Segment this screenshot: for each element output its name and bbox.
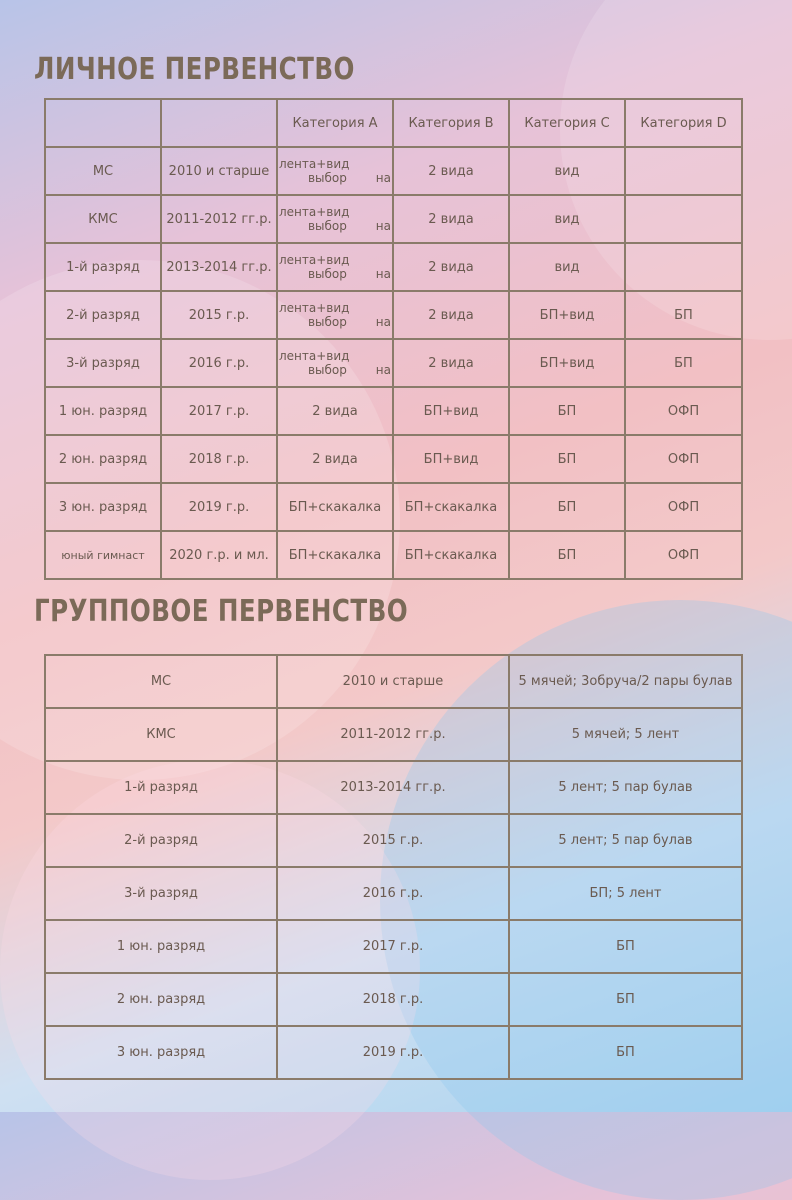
year-cell: 2011-2012 гг.р. — [277, 708, 509, 761]
category-d-cell: БП — [625, 339, 742, 387]
category-a-cell: 2 вида — [277, 435, 393, 483]
cat-a-line2: выбор — [307, 219, 347, 233]
cat-a-line1: лента+вид — [279, 349, 350, 363]
rank-cell: 1-й разряд — [45, 761, 277, 814]
table-row — [45, 243, 742, 291]
category-a-cell — [277, 195, 393, 243]
table-row — [45, 867, 742, 920]
category-b-cell: 2 вида — [393, 243, 509, 291]
rank-cell: КМС — [45, 708, 277, 761]
rank-cell: 1 юн. разряд — [45, 387, 161, 435]
category-d-cell: ОФП — [625, 387, 742, 435]
program-cell: БП — [509, 973, 742, 1026]
rank-cell: 3 юн. разряд — [45, 1026, 277, 1079]
table-header-row — [45, 99, 742, 147]
individual-table — [44, 98, 743, 580]
year-cell: 2010 и старше — [277, 655, 509, 708]
category-c-cell: БП — [509, 483, 625, 531]
cat-a-line1-right: на — [375, 363, 391, 377]
cat-a-line1: лента+вид — [279, 157, 350, 171]
category-a-cell — [277, 147, 393, 195]
category-a-cell: БП+скакалка — [277, 483, 393, 531]
year-cell: 2016 г.р. — [277, 867, 509, 920]
table-row — [45, 531, 742, 579]
cat-a-line1-right: на — [375, 315, 391, 329]
rank-cell: КМС — [45, 195, 161, 243]
rank-cell: 3-й разряд — [45, 867, 277, 920]
table-row — [45, 814, 742, 867]
program-cell: БП; 5 лент — [509, 867, 742, 920]
table-row — [45, 761, 742, 814]
year-cell: 2020 г.р. и мл. — [161, 531, 277, 579]
category-c-cell: БП — [509, 435, 625, 483]
category-b-cell: БП+вид — [393, 387, 509, 435]
year-cell: 2017 г.р. — [161, 387, 277, 435]
category-d-cell: ОФП — [625, 531, 742, 579]
category-d-cell — [625, 147, 742, 195]
category-b-cell: 2 вида — [393, 195, 509, 243]
category-a-cell: 2 вида — [277, 387, 393, 435]
category-d-cell — [625, 243, 742, 291]
cat-a-line1-right: на — [375, 267, 391, 281]
category-c-cell: вид — [509, 147, 625, 195]
table-row — [45, 920, 742, 973]
cat-a-line1: лента+вид — [279, 253, 350, 267]
table-row — [45, 655, 742, 708]
year-cell: 2015 г.р. — [161, 291, 277, 339]
program-cell: 5 мячей; 5 лент — [509, 708, 742, 761]
year-cell: 2019 г.р. — [277, 1026, 509, 1079]
year-cell: 2016 г.р. — [161, 339, 277, 387]
year-cell: 2017 г.р. — [277, 920, 509, 973]
table-row — [45, 973, 742, 1026]
program-cell: 5 мячей; 3обруча/2 пары булав — [509, 655, 742, 708]
table-row — [45, 708, 742, 761]
header-cell: Категория B — [393, 99, 509, 147]
cat-a-line1: лента+вид — [279, 205, 350, 219]
year-cell: 2011-2012 гг.р. — [161, 195, 277, 243]
category-b-cell: БП+скакалка — [393, 483, 509, 531]
rank-cell: 3 юн. разряд — [45, 483, 161, 531]
header-cell: Категория D — [625, 99, 742, 147]
category-b-cell: 2 вида — [393, 291, 509, 339]
rank-cell: 1-й разряд — [45, 243, 161, 291]
rank-cell: 1 юн. разряд — [45, 920, 277, 973]
table-row — [45, 147, 742, 195]
category-d-cell: ОФП — [625, 483, 742, 531]
rank-cell: 2-й разряд — [45, 814, 277, 867]
program-cell: 5 лент; 5 пар булав — [509, 761, 742, 814]
table-row — [45, 435, 742, 483]
cat-a-line1: лента+вид — [279, 301, 350, 315]
cat-a-line1-right: на — [375, 219, 391, 233]
rank-cell: 3-й разряд — [45, 339, 161, 387]
category-b-cell: 2 вида — [393, 339, 509, 387]
rank-cell: 2 юн. разряд — [45, 435, 161, 483]
table-row — [45, 483, 742, 531]
category-b-cell: 2 вида — [393, 147, 509, 195]
year-cell: 2010 и старше — [161, 147, 277, 195]
category-d-cell: БП — [625, 291, 742, 339]
rank-cell: 2 юн. разряд — [45, 973, 277, 1026]
cat-a-line2: выбор — [307, 363, 347, 377]
rank-cell: МС — [45, 147, 161, 195]
category-b-cell: БП+вид — [393, 435, 509, 483]
category-a-cell — [277, 291, 393, 339]
rank-cell: 2-й разряд — [45, 291, 161, 339]
cat-a-line2: выбор — [307, 171, 347, 185]
category-c-cell: БП — [509, 387, 625, 435]
header-cell — [45, 99, 161, 147]
category-a-cell — [277, 339, 393, 387]
rank-cell: МС — [45, 655, 277, 708]
table-row — [45, 339, 742, 387]
header-cell — [161, 99, 277, 147]
category-c-cell: вид — [509, 243, 625, 291]
category-d-cell: ОФП — [625, 435, 742, 483]
rank-cell: юный гимнаст — [45, 531, 161, 579]
year-cell: 2018 г.р. — [161, 435, 277, 483]
individual-title: ЛИЧНОЕ ПЕРВЕНСТВО — [34, 52, 355, 87]
table-row — [45, 195, 742, 243]
program-cell: БП — [509, 1026, 742, 1079]
program-cell: БП — [509, 920, 742, 973]
group-table — [44, 654, 743, 1080]
year-cell: 2013-2014 гг.р. — [277, 761, 509, 814]
cat-a-line2: выбор — [307, 267, 347, 281]
category-a-cell — [277, 243, 393, 291]
year-cell: 2018 г.р. — [277, 973, 509, 1026]
year-cell: 2015 г.р. — [277, 814, 509, 867]
group-title: ГРУППОВОЕ ПЕРВЕНСТВО — [34, 594, 409, 629]
cat-a-line2: выбор — [307, 315, 347, 329]
category-a-cell: БП+скакалка — [277, 531, 393, 579]
table-row — [45, 387, 742, 435]
program-cell: 5 лент; 5 пар булав — [509, 814, 742, 867]
year-cell: 2019 г.р. — [161, 483, 277, 531]
category-d-cell — [625, 195, 742, 243]
cat-a-line1-right: на — [375, 171, 391, 185]
category-c-cell: БП — [509, 531, 625, 579]
category-c-cell: вид — [509, 195, 625, 243]
category-c-cell: БП+вид — [509, 291, 625, 339]
category-c-cell: БП+вид — [509, 339, 625, 387]
table-row — [45, 1026, 742, 1079]
category-b-cell: БП+скакалка — [393, 531, 509, 579]
year-cell: 2013-2014 гг.р. — [161, 243, 277, 291]
header-cell: Категория C — [509, 99, 625, 147]
header-cell: Категория A — [277, 99, 393, 147]
table-row — [45, 291, 742, 339]
